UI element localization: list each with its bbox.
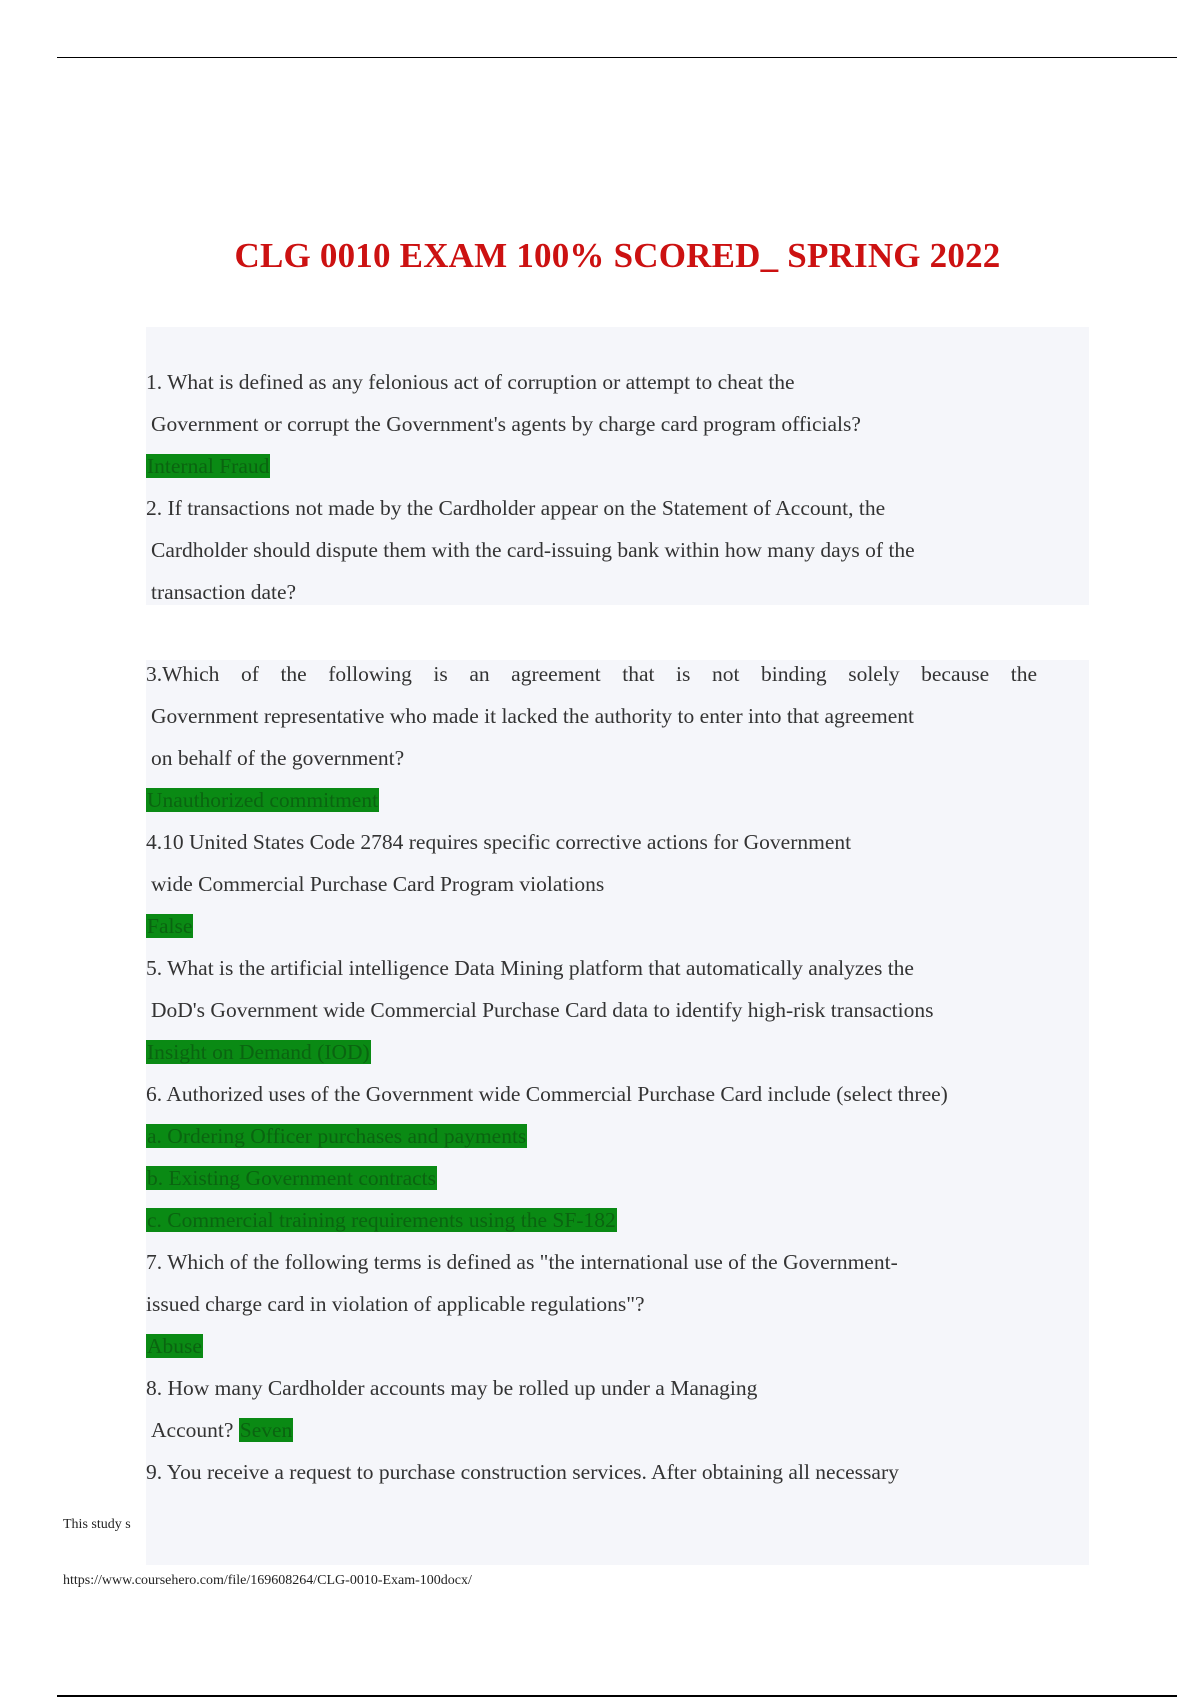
- q2-line-2: Cardholder should dispute them with the card-issuing bank within how many days of the: [151, 538, 915, 562]
- q1-line-2: Government or corrupt the Government's agents by charge card program officials?: [151, 412, 861, 436]
- q9-line-1: 9. You receive a request to purchase construction services. After obtaining all necessary: [146, 1460, 899, 1484]
- q8-line-1: 8. How many Cardholder accounts may be rolled up under a Managing: [146, 1376, 758, 1400]
- top-rule: [57, 57, 1177, 58]
- q3-line-2: Government representative who made it lacked the authority to enter into that agreement: [151, 704, 914, 728]
- q6-answer-b-row: [146, 1164, 437, 1192]
- q4-answer: False: [147, 914, 193, 938]
- page-title: CLG 0010 EXAM 100% SCORED_ SPRING 2022: [234, 236, 1001, 275]
- q7-answer: Abuse: [147, 1334, 202, 1358]
- q4-line-2: wide Commercial Purchase Card Program violations: [151, 872, 605, 896]
- q6-answer-a: a. Ordering Officer purchases and payments: [147, 1124, 527, 1148]
- q4-line-1: 4.10 United States Code 2784 requires specific corrective actions for Government: [146, 830, 852, 854]
- q2-line-3: transaction date?: [151, 580, 297, 604]
- q3-answer-row: [146, 786, 379, 814]
- q8-line-2: Account?: [151, 1418, 234, 1442]
- footer-study-text: This study s: [63, 1517, 131, 1532]
- q6-answer-b: b. Existing Government contracts: [147, 1166, 436, 1190]
- q1-line-1: 1. What is defined as any felonious act of corruption or attempt to cheat the: [146, 370, 795, 394]
- q7-line-2: issued charge card in violation of applicable regulations"?: [146, 1292, 645, 1316]
- q3-line-1: 3.Which of the following is an agreement that is not binding solely because the: [146, 662, 1037, 686]
- q7-answer-row: [146, 1332, 203, 1360]
- q7-line-1: 7. Which of the following terms is defined as "the international use of the Government-: [146, 1250, 898, 1274]
- q5-line-2: DoD's Government wide Commercial Purchase Card data to identify high-risk transactions: [151, 998, 934, 1022]
- q6-answer-c-row: [146, 1206, 617, 1234]
- q6-line-1: 6. Authorized uses of the Government wide Commercial Purchase Card include (select three): [146, 1082, 948, 1106]
- q8-answer: Seven: [239, 1418, 293, 1442]
- q4-answer-row: [146, 912, 193, 940]
- q6-answer-a-row: [146, 1122, 527, 1150]
- q3-answer: Unauthorized commitment: [147, 788, 379, 812]
- q8-line-2-row: [151, 1416, 293, 1444]
- footer-url[interactable]: https://www.coursehero.com/file/169608264/CLG-0010-Exam-100docx/: [63, 1573, 472, 1588]
- q1-answer-row: [146, 452, 270, 480]
- q3-line-3: on behalf of the government?: [151, 746, 405, 770]
- q6-answer-c: c. Commercial training requirements using the SF-182: [147, 1208, 616, 1232]
- q5-line-1: 5. What is the artificial intelligence Data Mining platform that automatically analyzes the: [146, 956, 914, 980]
- q1-answer: Internal Fraud: [147, 454, 270, 478]
- q5-answer: Insight on Demand (IOD): [147, 1040, 370, 1064]
- bottom-rule: [57, 1695, 1177, 1697]
- q5-answer-row: [146, 1038, 371, 1066]
- q2-line-1: 2. If transactions not made by the Cardholder appear on the Statement of Account, the: [146, 496, 886, 520]
